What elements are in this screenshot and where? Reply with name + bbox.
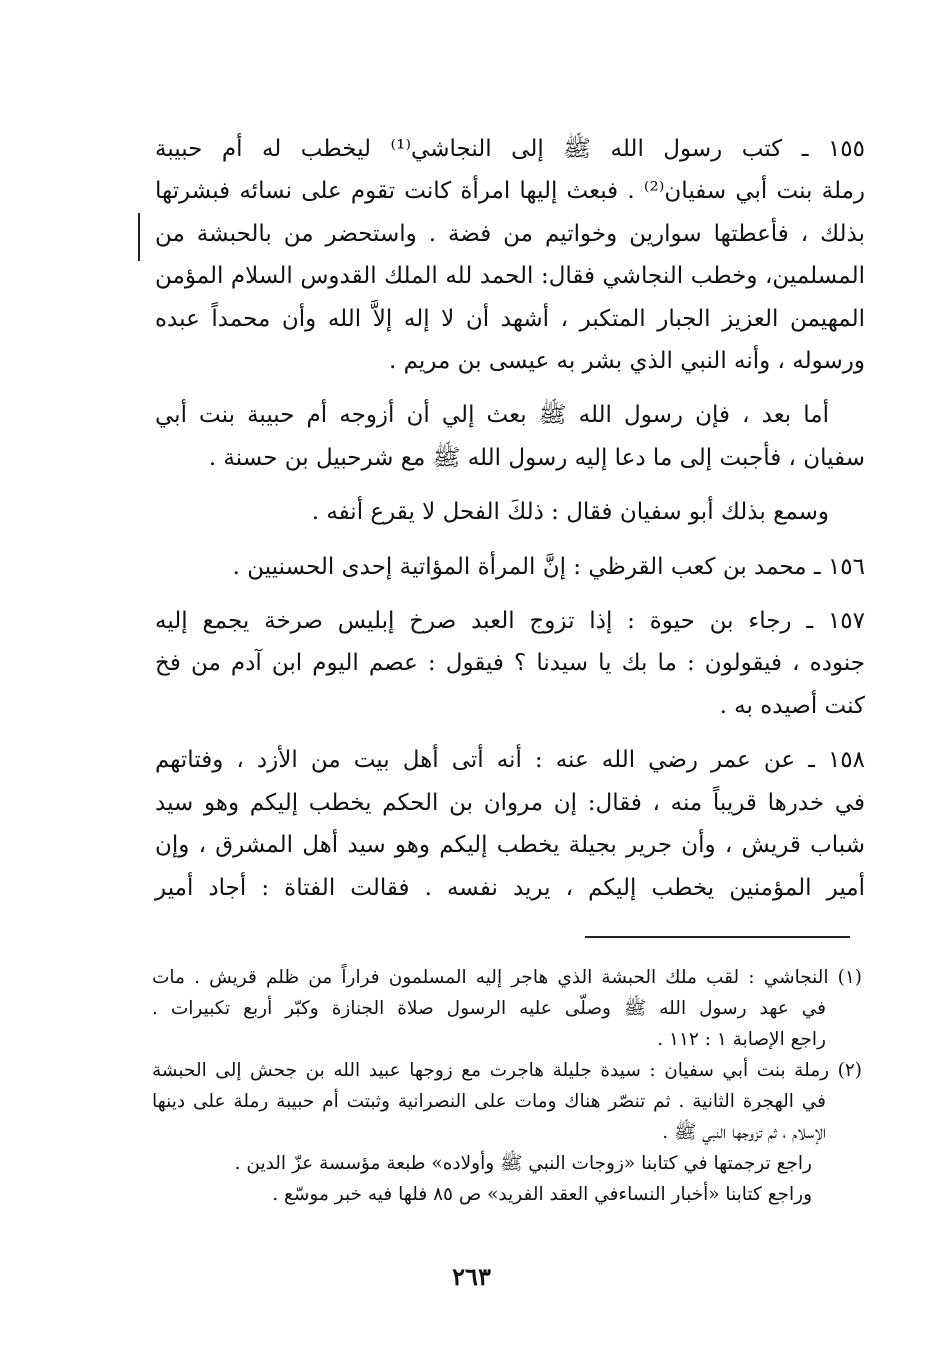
text-line: أمير المؤمنين يخطب إليكم ، يريد نفسه . فقالت الفتاة : أجاد أمير (155, 874, 865, 901)
text-line: المسلمين، وخطب النجاشي فقال: الحمد لله الملك القدوس السلام المؤمن (155, 263, 865, 290)
footnotes (152, 962, 862, 1210)
paragraph-155-continued (155, 394, 865, 479)
footnote-line: الإسلام ، ثم تزوجها النبي ﷺ . (662, 1122, 826, 1143)
text-line: سفيان ، فأجبت إلى ما دعا إليه رسول الله ﷺ مع شرحبيل بن حسنة . (208, 444, 865, 471)
text-line: ١٥٥ ـ كتب رسول الله ﷺ إلى النجاشي⁽¹⁾ ليخطب له أم حبيبة (155, 136, 866, 162)
main-text (155, 128, 865, 909)
footnote-line: راجع ترجمتها في كتابنا «زوجات النبي ﷺ وأولاده» طبعة مؤسسة عزّ الدين . (234, 1153, 812, 1174)
footnote-line: راجع الإصابة ١ : ١١٢ . (657, 1029, 826, 1050)
footnote-divider (585, 936, 850, 938)
text-line: رملة بنت أبي سفيان⁽²⁾ . فبعث إليها امرأة كانت تقوم على نسائه فبشرتها (155, 178, 865, 205)
text-line: بذلك ، فأعطتها سوارين وخواتيم من فضة . واستحضر من بالحبشة من (155, 220, 865, 247)
text-line: كنت أصيده به . (719, 692, 865, 719)
footnote-references (152, 1148, 862, 1210)
text-line: في خدرها قريباً منه ، فقال: إن مروان بن الحكم يخطب إليكم وهو سيد (155, 789, 865, 816)
footnote-line: في الهجرة الثانية . ثم تنصّر هناك ومات على النصرانية وثبتت أم حبيبة رملة على دينها (152, 1091, 826, 1112)
text-line: ١٥٧ ـ رجاء بن حيوة : إذا تزوج العبد صرخ إبليس صرخة يجمع إليه (155, 608, 865, 635)
text-line: ورسوله ، وأنه النبي الذي بشر به عيسى بن مريم . (388, 348, 865, 375)
text-line: المهيمن العزيز الجبار المتكبر ، أشهد أن لا إله إلاَّ الله وأن محمداً عبده (155, 305, 865, 332)
text-line: أما بعد ، فإن رسول الله ﷺ بعث إلي أن أزوجه أم حبيبة بنت أبي (155, 402, 829, 429)
footnote-line: وراجع كتابنا «أخبار النساءفي العقد الفريد» ص ٨٥ فلها فيه خبر موسّع . (272, 1184, 812, 1205)
page-number: ٢٦٣ (452, 1262, 491, 1291)
paragraph-abu-sufyan (155, 491, 865, 533)
footnote-line: (٢) رملة بنت أبي سفيان : سيدة جليلة هاجرت مع زوجها عبيد الله بن جحش إلى الحبشة (152, 1060, 862, 1081)
text-line: ١٥٦ ـ محمد بن كعب القرظي : إنَّ المرأة المؤاتية إحدى الحسنيين . (232, 553, 865, 580)
text-line: ١٥٨ ـ عن عمر رضي الله عنه : أنه أتى أهل بيت من الأزد ، وفتاتهم (155, 747, 865, 774)
footnote-line: في عهد رسول الله ﷺ وصلّى عليه الرسول صلاة الجنازة وكبّر أربع تكبيرات . (152, 998, 826, 1019)
text-line: شباب قريش ، وأن جرير بجيلة يخطب إليكم وهو سيد أهل المشرق ، وإن (155, 832, 865, 859)
text-line: وسمع بذلك أبو سفيان فقال : ذلكَ الفحل لا يقرع أنفه . (311, 499, 829, 526)
footnote-1 (152, 962, 862, 1055)
footnote-2 (152, 1055, 862, 1148)
paragraph-158 (155, 739, 865, 909)
footnote-line: (١) النجاشي : لقب ملك الحبشة الذي هاجر إليه المسلمون فراراً من ظلم قريش . مات (152, 967, 862, 988)
paragraph-156 (155, 546, 865, 588)
paragraph-155 (155, 128, 865, 382)
text-line: جنوده ، فيقولون : ما بك يا سيدنا ؟ فيقول : عصم اليوم ابن آدم من فخ (155, 650, 865, 677)
paragraph-157 (155, 600, 865, 727)
margin-pencil-mark (138, 213, 140, 261)
